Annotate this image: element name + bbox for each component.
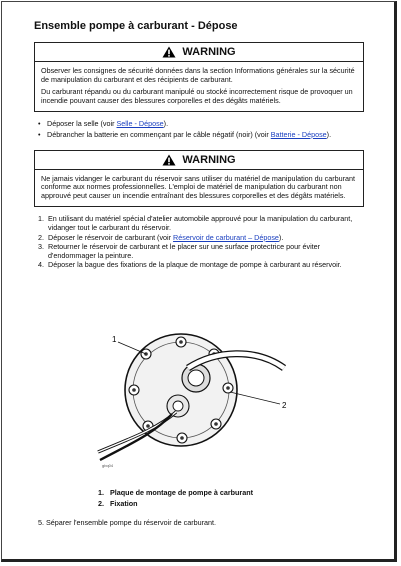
step-number: 1. [38, 214, 44, 224]
warning-header [35, 151, 363, 170]
prep-list [38, 120, 364, 139]
step-number: 2. [38, 232, 44, 242]
fuel-pump-plate-illustration [96, 330, 311, 470]
warning-box-2 [34, 150, 364, 208]
list-item-text: Débrancher la batterie en commençant par le câble négatif (noir) (voir [47, 129, 271, 139]
callout-1: 1 [112, 335, 117, 344]
legend-text: Plaque de montage de pompe à carburant [110, 488, 253, 497]
list-item [38, 261, 364, 270]
step-number: 3. [38, 242, 44, 252]
list-item-text: Déposer la selle (voir [47, 119, 117, 129]
figure-legend [98, 487, 253, 509]
warning-body [35, 62, 363, 111]
warning-label: WARNING [182, 46, 236, 58]
list-item [38, 234, 364, 243]
list-item [38, 215, 364, 232]
legend-text: Fixation [110, 499, 138, 508]
list-item [38, 120, 364, 129]
step-text: Déposer la bague des fixations de la plaque de montage de pompe à carburant au réservoir. [48, 260, 342, 270]
legend-item [98, 487, 253, 498]
link-selle-depose[interactable]: Selle - Dépose [116, 119, 164, 129]
fitting-core [188, 370, 204, 386]
warning-triangle-icon [162, 154, 176, 166]
warning-body [35, 170, 363, 207]
warning-paragraph: Ne jamais vidanger le carburant du réservoir sans utiliser du matériel de manipulation du carburant conforme aux normes professionnelles. L'emploi de matériel de manipulation du carburant non approuvé peut causer un incendie entraînant des blessures corporelles et des dégâts matériels. [41, 173, 356, 200]
step-text: Retourner le réservoir de carburant et le placer sur une surface protectrice pour éviter d'endommager la peinture. [48, 242, 321, 260]
step-text: Séparer l'ensemble pompe du réservoir de carburant. [46, 518, 216, 527]
connector-core [173, 401, 183, 411]
link-batterie-depose[interactable]: Batterie - Dépose [270, 129, 327, 139]
warning-label: WARNING [182, 153, 236, 166]
list-item-text: ). [163, 119, 169, 129]
callout-2: 2 [282, 401, 287, 410]
legend-number: 2. [98, 499, 104, 508]
list-item-text: ). [326, 129, 332, 139]
step-text: ). [278, 232, 284, 242]
steps-list [38, 215, 364, 270]
link-reservoir-depose[interactable]: Réservoir de carburant – Dépose [173, 232, 279, 242]
step-number: 4. [38, 260, 44, 270]
step-5 [38, 518, 216, 527]
warning-triangle-icon [162, 46, 176, 58]
callout-2-leader [230, 392, 280, 404]
step-text: Déposer le réservoir de carburant (voir [48, 232, 174, 242]
figure-code: gbq04 [102, 463, 114, 468]
document-content [34, 20, 364, 271]
step-number: 5. [38, 518, 44, 527]
page-title: Ensemble pompe à carburant - Dépose [34, 20, 238, 32]
callout-1-leader [118, 342, 146, 354]
warning-header [35, 43, 363, 62]
warning-paragraph: Du carburant répandu ou du carburant manipulé ou stocké incorrectement risque de provoquer un incendie pouvant causer des blessures corporelles et des dégâts matériels. [41, 87, 353, 105]
list-item [38, 131, 364, 140]
warning-box-1 [34, 42, 364, 112]
legend-number: 1. [98, 488, 104, 497]
warning-paragraph: Observer les consignes de sécurité données dans la section Informations générales sur la sécurité de manipulation du carburant et des récipients de carburant. [41, 66, 355, 84]
legend-item [98, 498, 253, 509]
list-item [38, 243, 364, 260]
step-text: En utilisant du matériel spécial d'atelier automobile approuvé pour la manipulation du carburant, vidanger tout le carburant du réservoir. [48, 214, 353, 232]
